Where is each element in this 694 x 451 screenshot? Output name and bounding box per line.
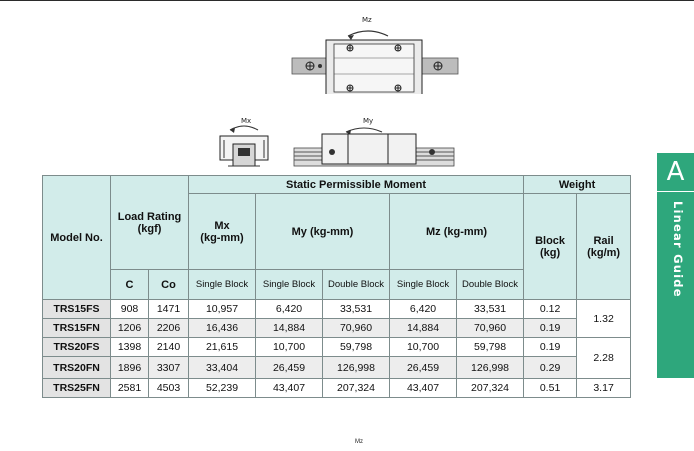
mz-single-cell: 26,459 bbox=[390, 357, 457, 379]
model-cell: TRS25FN bbox=[43, 379, 111, 398]
mx-cell: 52,239 bbox=[189, 379, 256, 398]
model-cell: TRS20FN bbox=[43, 357, 111, 379]
mx-cell: 10,957 bbox=[189, 300, 256, 319]
moment-header: Static Permissible Moment bbox=[189, 176, 524, 194]
mz-double-cell: 70,960 bbox=[457, 319, 524, 338]
table-row bbox=[43, 319, 631, 338]
my-label: My bbox=[363, 117, 374, 125]
mz-header: Mz (kg-mm) bbox=[390, 194, 524, 270]
chapter-divider bbox=[657, 191, 694, 192]
c-cell: 1398 bbox=[111, 338, 149, 357]
mx-label: Mx bbox=[241, 117, 252, 125]
c-cell: 1896 bbox=[111, 357, 149, 379]
top-rule bbox=[0, 0, 694, 1]
mz-double-header: Double Block bbox=[457, 270, 524, 300]
block-cell: 0.19 bbox=[524, 338, 577, 357]
my-double-header: Double Block bbox=[323, 270, 390, 300]
my-double-cell: 207,324 bbox=[323, 379, 390, 398]
model-cell: TRS15FN bbox=[43, 319, 111, 338]
co-cell: 4503 bbox=[149, 379, 189, 398]
mx-header: Mx (kg-mm) bbox=[189, 194, 256, 270]
footer-label: Mz bbox=[355, 439, 363, 445]
mx-cell: 21,615 bbox=[189, 338, 256, 357]
block-cell: 0.29 bbox=[524, 357, 577, 379]
end-view-figure bbox=[216, 122, 272, 170]
model-header: Model No. bbox=[43, 176, 111, 300]
rail-header: Rail (kg/m) bbox=[577, 194, 631, 300]
co-cell: 1471 bbox=[149, 300, 189, 319]
rail-cell: 3.17 bbox=[577, 379, 631, 398]
c-header: C bbox=[111, 270, 149, 300]
chapter-title: Linear Guide bbox=[671, 201, 685, 298]
mz-double-cell: 59,798 bbox=[457, 338, 524, 357]
mz-single-cell: 43,407 bbox=[390, 379, 457, 398]
mz-double-cell: 126,998 bbox=[457, 357, 524, 379]
mz-double-cell: 33,531 bbox=[457, 300, 524, 319]
mz-single-cell: 10,700 bbox=[390, 338, 457, 357]
block-cell: 0.12 bbox=[524, 300, 577, 319]
load-rating-header: Load Rating (kgf) bbox=[111, 176, 189, 270]
mx-single-header: Single Block bbox=[189, 270, 256, 300]
side-view-figure bbox=[292, 124, 456, 170]
model-cell: TRS20FS bbox=[43, 338, 111, 357]
chapter-tab[interactable] bbox=[657, 153, 694, 378]
table-row bbox=[43, 338, 631, 357]
my-double-cell: 70,960 bbox=[323, 319, 390, 338]
my-single-cell: 26,459 bbox=[256, 357, 323, 379]
block-cell: 0.19 bbox=[524, 319, 577, 338]
mz-single-cell: 6,420 bbox=[390, 300, 457, 319]
my-single-cell: 43,407 bbox=[256, 379, 323, 398]
block-header: Block (kg) bbox=[524, 194, 577, 300]
c-cell: 2581 bbox=[111, 379, 149, 398]
my-single-cell: 14,884 bbox=[256, 319, 323, 338]
mz-double-cell: 207,324 bbox=[457, 379, 524, 398]
co-header: Co bbox=[149, 270, 189, 300]
my-double-cell: 59,798 bbox=[323, 338, 390, 357]
my-single-header: Single Block bbox=[256, 270, 323, 300]
spec-table bbox=[42, 175, 631, 398]
mz-single-header: Single Block bbox=[390, 270, 457, 300]
chapter-letter: A bbox=[666, 157, 685, 187]
table-row bbox=[43, 379, 631, 398]
rail-cell: 2.28 bbox=[577, 338, 631, 379]
my-header: My (kg-mm) bbox=[256, 194, 390, 270]
block-cell: 0.51 bbox=[524, 379, 577, 398]
co-cell: 2206 bbox=[149, 319, 189, 338]
my-double-cell: 126,998 bbox=[323, 357, 390, 379]
co-cell: 2140 bbox=[149, 338, 189, 357]
my-single-cell: 10,700 bbox=[256, 338, 323, 357]
rail-cell: 1.32 bbox=[577, 300, 631, 338]
top-view-figure bbox=[290, 24, 460, 94]
mz-single-cell: 14,884 bbox=[390, 319, 457, 338]
mz-label: Mz bbox=[362, 16, 372, 24]
mx-cell: 16,436 bbox=[189, 319, 256, 338]
c-cell: 1206 bbox=[111, 319, 149, 338]
my-double-cell: 33,531 bbox=[323, 300, 390, 319]
c-cell: 908 bbox=[111, 300, 149, 319]
table-row bbox=[43, 357, 631, 379]
table-row bbox=[43, 300, 631, 319]
my-single-cell: 6,420 bbox=[256, 300, 323, 319]
co-cell: 3307 bbox=[149, 357, 189, 379]
model-cell: TRS15FS bbox=[43, 300, 111, 319]
mx-cell: 33,404 bbox=[189, 357, 256, 379]
weight-header: Weight bbox=[524, 176, 631, 194]
